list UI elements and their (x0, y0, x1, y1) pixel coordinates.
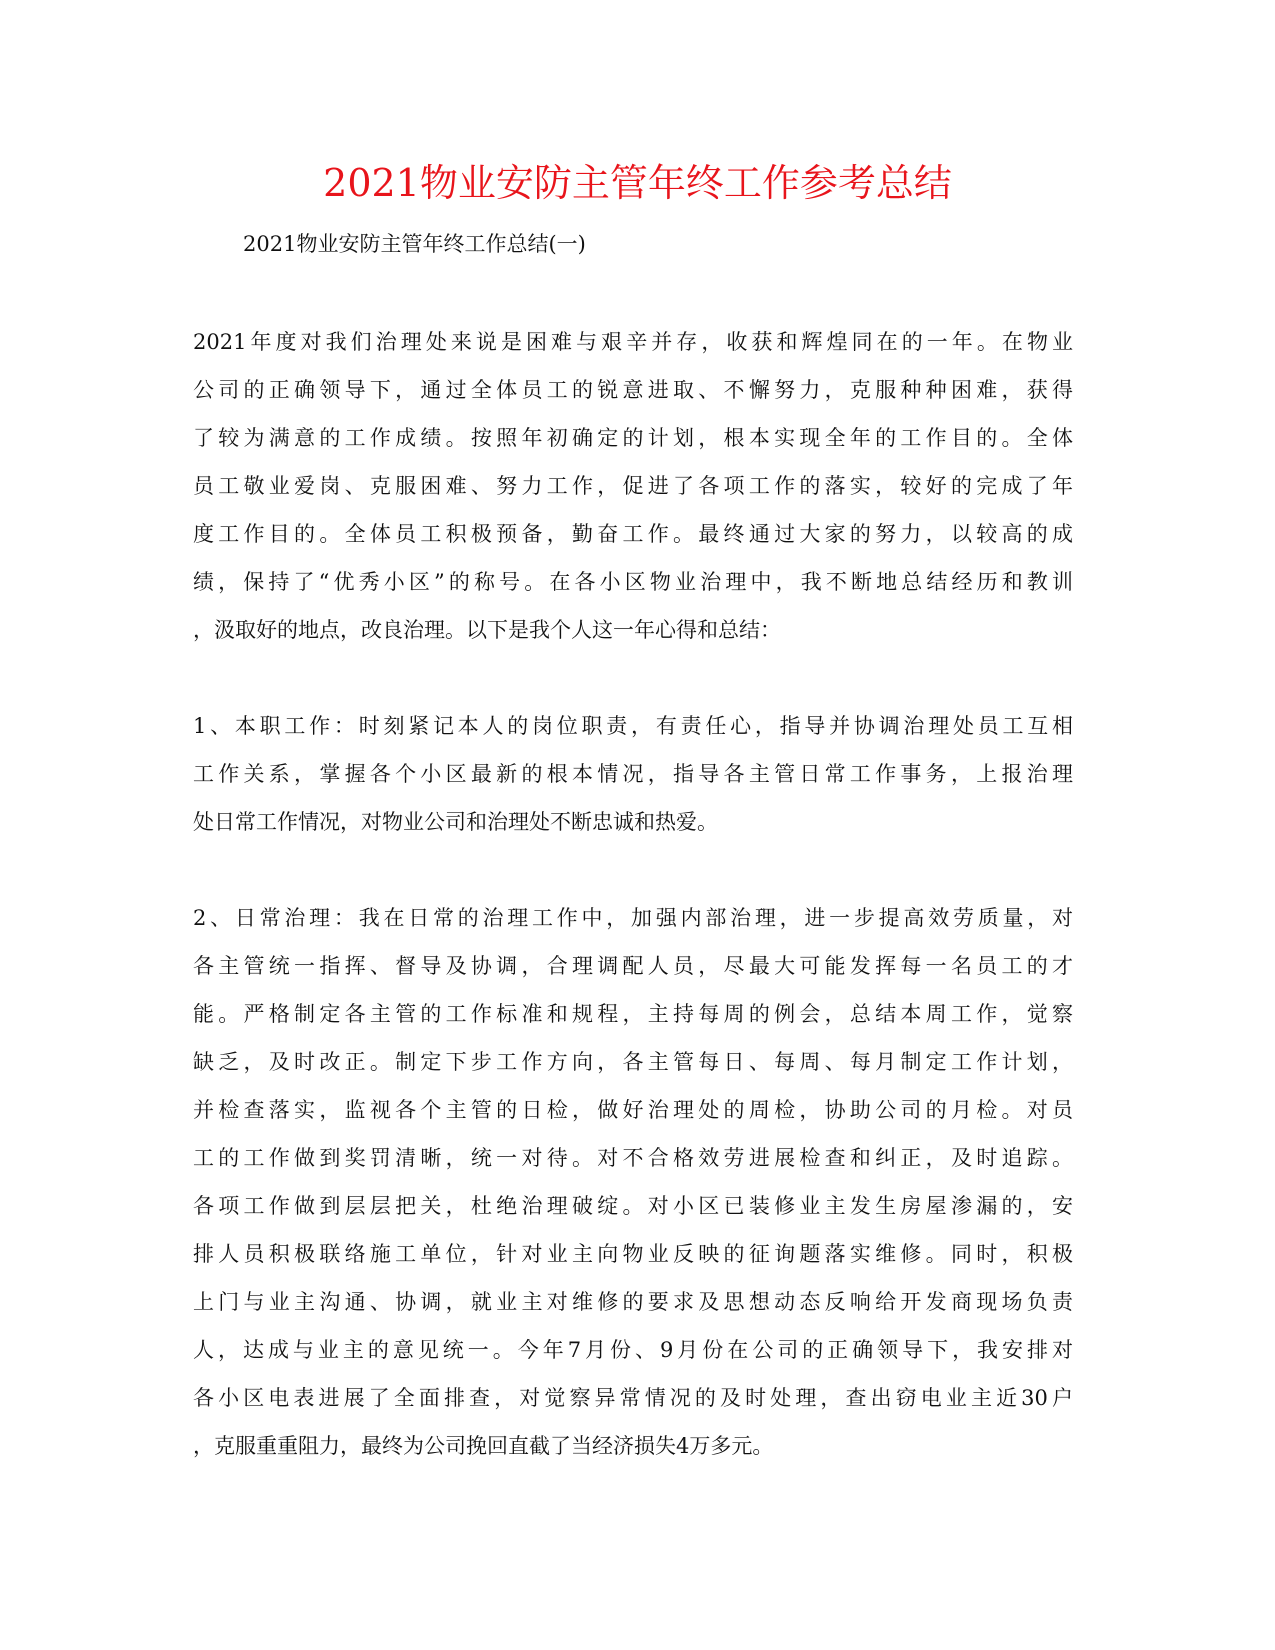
paragraph-line: 2、日常治理：我在日常的治理工作中，加强内部治理，进一步提高效劳质量，对 (193, 906, 1073, 930)
paragraph-line: 1、本职工作：时刻紧记本人的岗位职责，有责任心，指导并协调治理处员工互相 (193, 714, 1073, 738)
paragraph-line: 2021年度对我们治理处来说是困难与艰辛并存，收获和辉煌同在的一年。在物业 (193, 330, 1073, 354)
paragraph-line: 排人员积极联络施工单位，针对业主向物业反映的征询题落实维修。同时，积极 (193, 1242, 1073, 1266)
paragraph-line: 员工敬业爱岗、克服困难、努力工作，促进了各项工作的落实，较好的完成了年 (193, 474, 1073, 498)
paragraph-line: 了较为满意的工作成绩。按照年初确定的计划，根本实现全年的工作目的。全体 (193, 426, 1073, 450)
paragraph-line: 工作关系，掌握各个小区最新的根本情况，指导各主管日常工作事务，上报治理 (193, 762, 1073, 786)
paragraph-line: 并检查落实，监视各个主管的日检，做好治理处的周检，协助公司的月检。对员 (193, 1098, 1073, 1122)
paragraph-line: 上门与业主沟通、协调，就业主对维修的要求及思想动态反响给开发商现场负责 (193, 1290, 1073, 1314)
paragraph-line: 绩，保持了“优秀小区”的称号。在各小区物业治理中，我不断地总结经历和教训 (193, 570, 1073, 594)
paragraph-daily-management (193, 894, 1073, 1470)
paragraph-line: 缺乏，及时改正。制定下步工作方向，各主管每日、每周、每月制定工作计划， (193, 1050, 1073, 1074)
paragraph-line: 能。严格制定各主管的工作标准和规程，主持每周的例会，总结本周工作，觉察 (193, 1002, 1073, 1026)
paragraph-line: 工的工作做到奖罚清晰，统一对待。对不合格效劳进展检查和纠正，及时追踪。 (193, 1146, 1073, 1170)
paragraph-line: 人，达成与业主的意见统一。今年7月份、9月份在公司的正确领导下，我安排对 (193, 1338, 1073, 1362)
paragraph-line: ，汲取好的地点，改良治理。以下是我个人这一年心得和总结： (193, 618, 781, 642)
document-subtitle: 2021物业安防主管年终工作总结(一) (243, 232, 586, 256)
paragraph-duties (193, 702, 1073, 846)
paragraph-line: 各小区电表进展了全面排查，对觉察异常情况的及时处理，查出窃电业主近30户 (193, 1386, 1073, 1410)
paragraph-line: 度工作目的。全体员工积极预备，勤奋工作。最终通过大家的努力，以较高的成 (193, 522, 1073, 546)
paragraph-line: ，克服重重阻力，最终为公司挽回直截了当经济损失4万多元。 (193, 1434, 774, 1458)
paragraph-line: 各项工作做到层层把关，杜绝治理破绽。对小区已装修业主发生房屋渗漏的，安 (193, 1194, 1073, 1218)
paragraph-line: 各主管统一指挥、督导及协调，合理调配人员，尽最大可能发挥每一名员工的才 (193, 954, 1073, 978)
document-title: 2021物业安防主管年终工作参考总结 (323, 161, 952, 205)
paragraph-line: 公司的正确领导下，通过全体员工的锐意进取、不懈努力，克服种种困难，获得 (193, 378, 1073, 402)
paragraph-intro (193, 318, 1073, 654)
paragraph-line: 处日常工作情况，对物业公司和治理处不断忠诚和热爱。 (193, 810, 718, 834)
